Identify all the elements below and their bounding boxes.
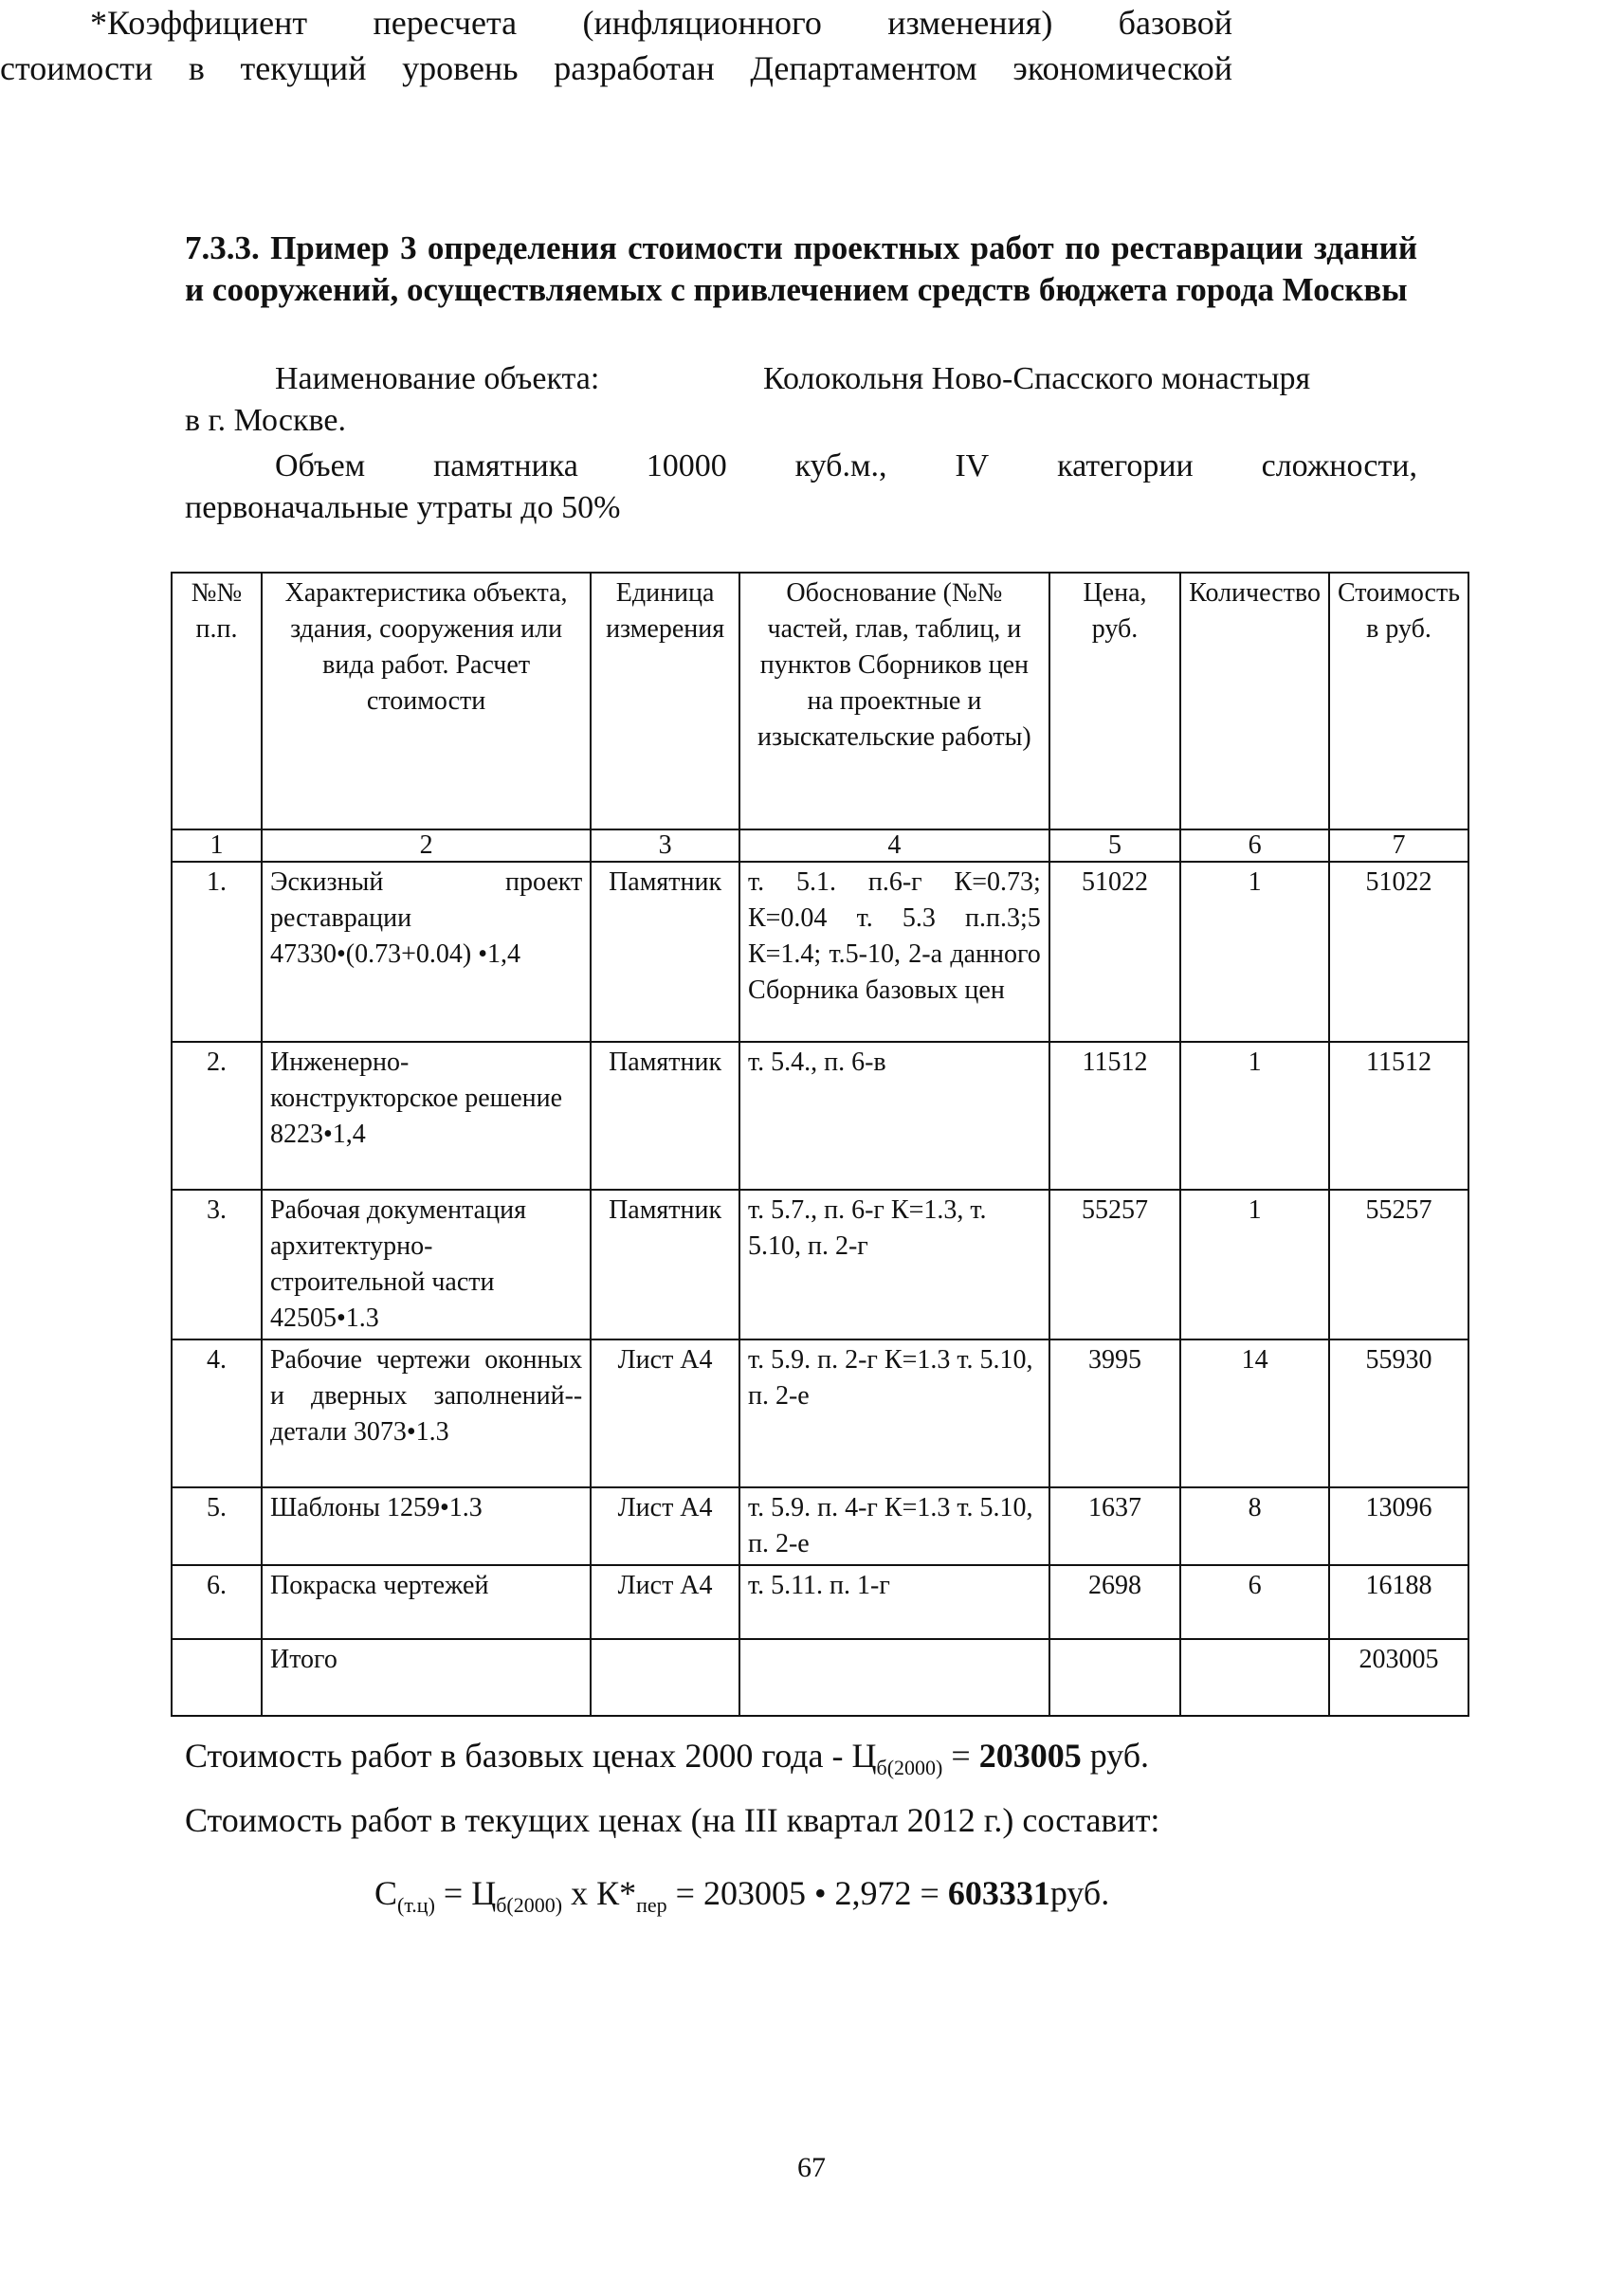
volume-paragraph [185,446,1417,529]
row-unit: Лист А4 [591,1565,739,1639]
row-index: 2. [172,1042,262,1190]
header-cost: Стоимость в руб. [1329,573,1468,829]
table-header-row [172,573,1468,829]
volume-line2: первоначальные утраты до 50% [185,490,621,525]
header-quantity: Количество [1180,573,1329,829]
row-index: 5. [172,1487,262,1565]
row-basis: т. 5.1. п.6-г К=0.73; К=0.04 т. 5.3 п.п.3;5 К=1.4; т.5-10, 2-а данного Сборника базовых цен [739,862,1049,1042]
row-quantity: 14 [1180,1339,1329,1487]
column-number: 2 [262,829,591,862]
row-unit: Лист А4 [591,1487,739,1565]
column-number: 4 [739,829,1049,862]
volume-word: 10000 [646,448,727,483]
volume-word: куб.м., [794,448,887,483]
header-unit: Единица измерения [591,573,739,829]
row-quantity: 1 [1180,862,1329,1042]
row-description: Инженерно-конструкторское решение 8223•1,4 [262,1042,591,1190]
row-price: 3995 [1049,1339,1180,1487]
row-index: 3. [172,1190,262,1339]
row-index: 1. [172,862,262,1042]
table-row [172,1565,1468,1639]
header-basis: Обоснование (№№ частей, глав, таблиц, и пунктов Сборников цен на проектные и изыскательские работы) [739,573,1049,829]
column-number: 6 [1180,829,1329,862]
row-basis: т. 5.11. п. 1-г [739,1565,1049,1639]
row-price: 51022 [1049,862,1180,1042]
object-name-value: Колокольня Ново-Спасского монастыря [763,361,1311,396]
row-quantity: 8 [1180,1487,1329,1565]
row-description: Эскизный проект реставрации 47330•(0.73+0.04) •1,4 [262,862,591,1042]
footnote-line1: *Коэффициент пересчета (инфляционного изменения) базовой [90,4,1232,42]
row-quantity: 1 [1180,1190,1329,1339]
cost-table [171,572,1469,1717]
header-price: Цена, руб. [1049,573,1180,829]
row-cost: 55257 [1329,1190,1468,1339]
table-row [172,1042,1468,1190]
table-row [172,862,1468,1042]
table-row [172,1487,1468,1565]
object-location: в г. Москве. [185,403,346,438]
column-number-row [172,829,1468,862]
page-number: 67 [797,2152,826,2183]
footnote-line2: стоимости в текущий уровень разработан Департаментом экономической [0,49,1232,87]
header-description: Характеристика объекта, здания, сооружения или вида работ. Расчет стоимости [262,573,591,829]
row-quantity: 6 [1180,1565,1329,1639]
footnote-paragraph [0,0,1232,91]
total-label: Итого [262,1639,591,1716]
table-row [172,1339,1468,1487]
row-unit: Памятник [591,1190,739,1339]
row-index: 4. [172,1339,262,1487]
row-description: Покраска чертежей [262,1565,591,1639]
row-price: 2698 [1049,1565,1180,1639]
current-cost-intro: Стоимость работ в текущих ценах (на III квартал 2012 г.) составит: [185,1801,1160,1839]
row-price: 11512 [1049,1042,1180,1190]
row-description: Рабочие чертежи оконных и дверных заполнений--детали 3073•1.3 [262,1339,591,1487]
row-unit: Лист А4 [591,1339,739,1487]
row-price: 55257 [1049,1190,1180,1339]
object-name-label: Наименование объекта: [275,361,600,396]
section-heading: 7.3.3. Пример 3 определения стоимости проектных работ по реставрации зданий и сооружений, осуществляемых с привлечением средств бюджета города Москвы [185,229,1417,308]
row-cost: 16188 [1329,1565,1468,1639]
volume-word: памятника [433,448,578,483]
row-basis: т. 5.9. п. 4-г К=1.3 т. 5.10, п. 2-е [739,1487,1049,1565]
row-quantity: 1 [1180,1042,1329,1190]
column-number: 1 [172,829,262,862]
row-description: Шаблоны 1259•1.3 [262,1487,591,1565]
column-number: 5 [1049,829,1180,862]
row-cost: 55930 [1329,1339,1468,1487]
table-total-row [172,1639,1468,1716]
row-unit: Памятник [591,1042,739,1190]
row-cost: 13096 [1329,1487,1468,1565]
row-cost: 51022 [1329,862,1468,1042]
column-number: 7 [1329,829,1468,862]
volume-word: IV [955,448,990,483]
volume-word: сложности, [1261,448,1417,483]
row-description: Рабочая документация архитектурно-строительной части 42505•1.3 [262,1190,591,1339]
row-price: 1637 [1049,1487,1180,1565]
row-cost: 11512 [1329,1042,1468,1190]
base-cost-value: 203005 [978,1737,1082,1775]
base-cost-line: Стоимость работ в базовых ценах 2000 года - $Ц_{б(2000)} = 203005$ руб. [185,1737,1150,1780]
row-basis: т. 5.9. п. 2-г К=1.3 т. 5.10, п. 2-е [739,1339,1049,1487]
header-index: №№ п.п. [172,573,262,829]
row-unit: Памятник [591,862,739,1042]
cost-formula: $С_{(т.ц)} = Ц_{б(2000)}$ х $К*_{пер} = 203005$ • 2,972 = 603331руб. [374,1874,1110,1918]
row-index: 6. [172,1565,262,1639]
table-row [172,1190,1468,1339]
volume-word: Объем [275,448,366,483]
formula-result: 603331 [947,1874,1050,1912]
total-value: 203005 [1329,1639,1468,1716]
row-basis: т. 5.7., п. 6-г К=1.3, т. 5.10, п. 2-г [739,1190,1049,1339]
row-basis: т. 5.4., п. 6-в [739,1042,1049,1190]
volume-word: категории [1057,448,1194,483]
column-number: 3 [591,829,739,862]
